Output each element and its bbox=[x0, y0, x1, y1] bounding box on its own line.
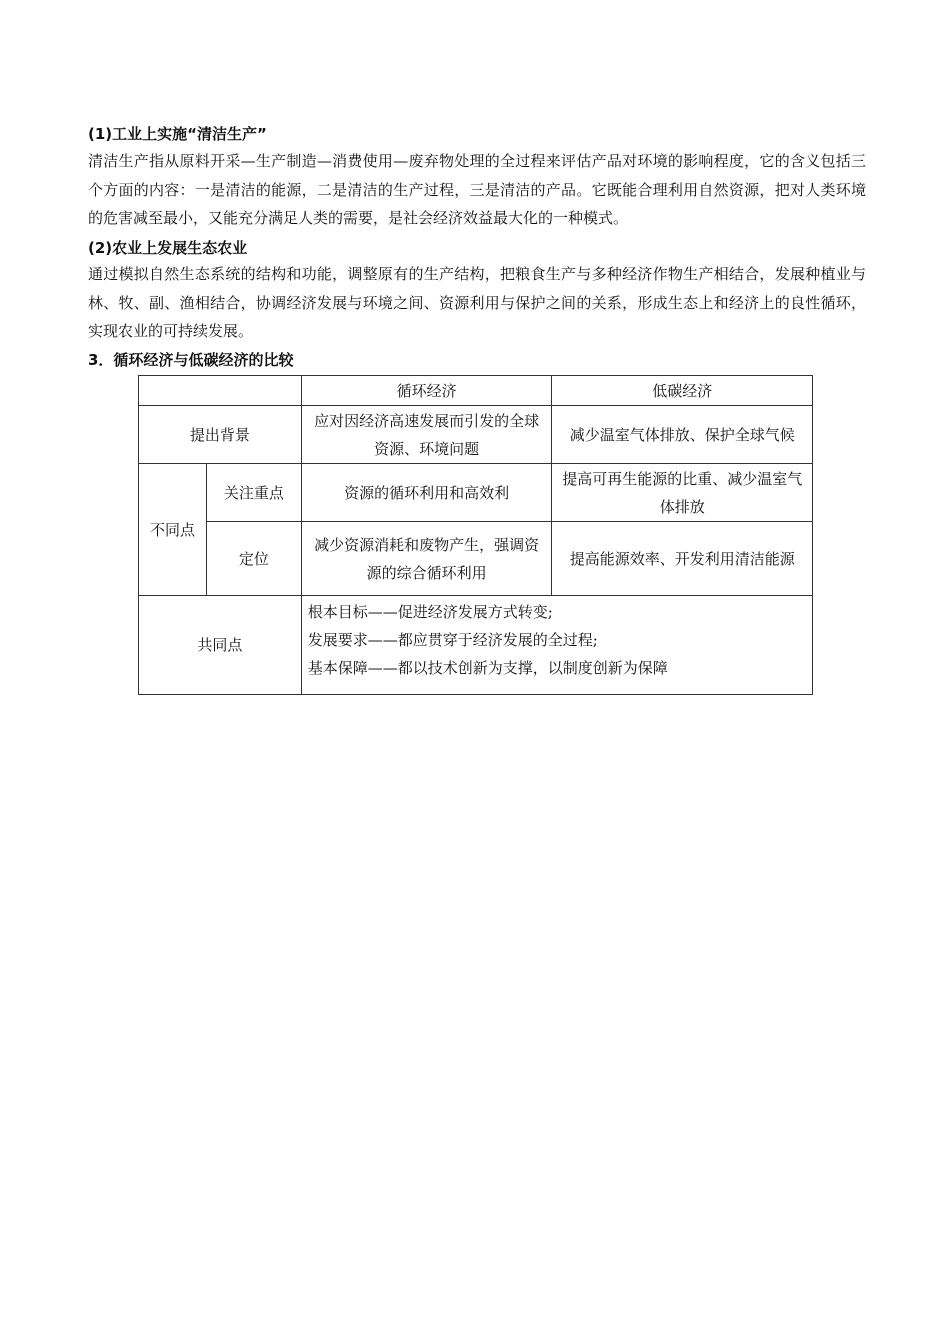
header-circular-economy: 循环经济 bbox=[301, 376, 552, 406]
section-heading-comparison: 3．循环经济与低碳经济的比较 bbox=[88, 351, 294, 369]
row-label-position: 定位 bbox=[206, 522, 301, 596]
table-header-row bbox=[139, 376, 813, 406]
row-label-background: 提出背景 bbox=[139, 406, 302, 464]
paragraph-eco-agriculture: 通过模拟自然生态系统的结构和功能，调整原有的生产结构，把粮食生产与多种经济作物生产相结合，发展种植业与林、牧、副、渔相结合，协调经济发展与环境之间、资源利用与保护之间的关系，形成生态上和经济上的良性循环，实现农业的可持续发展。 bbox=[88, 265, 866, 340]
background-low-carbon: 减少温室气体排放、保护全球气候 bbox=[552, 406, 813, 464]
table-row-focus bbox=[139, 464, 813, 522]
table-row-position bbox=[139, 522, 813, 596]
header-low-carbon-economy: 低碳经济 bbox=[552, 376, 813, 406]
common-points-cell bbox=[301, 596, 812, 695]
common-point-guarantee: 基本保障——都以技术创新为支撑，以制度创新为保障 bbox=[307, 659, 668, 677]
header-blank-cell bbox=[139, 376, 302, 406]
focus-circular: 资源的循环利用和高效利 bbox=[301, 464, 552, 522]
table-row-common bbox=[139, 596, 813, 695]
focus-low-carbon: 提高可再生能源的比重、减少温室气体排放 bbox=[552, 464, 813, 522]
row-label-difference: 不同点 bbox=[139, 464, 207, 596]
paragraph-clean-production: 清洁生产指从原料开采—生产制造—消费使用—废弃物处理的全过程来评估产品对环境的影响程度，它的含义包括三个方面的内容：一是清洁的能源，二是清洁的生产过程，三是清洁的产品。它既能合理利用自然资源，把对人类环境的危害减至最小，又能充分满足人类的需要，是社会经济效益最大化的一种模式。 bbox=[88, 152, 866, 227]
common-point-goal: 根本目标——促进经济发展方式转变; bbox=[307, 603, 553, 621]
section-heading-eco-agriculture: (2)农业上发展生态农业 bbox=[88, 239, 248, 257]
common-point-requirement: 发展要求——都应贯穿于经济发展的全过程; bbox=[307, 631, 598, 649]
background-circular: 应对因经济高速发展而引发的全球资源、环境问题 bbox=[301, 406, 552, 464]
comparison-table bbox=[138, 375, 813, 695]
section-heading-clean-production: (1)工业上实施“清洁生产” bbox=[88, 125, 267, 143]
position-circular: 减少资源消耗和废物产生，强调资源的综合循环利用 bbox=[301, 522, 552, 596]
position-low-carbon: 提高能源效率、开发利用清洁能源 bbox=[552, 522, 813, 596]
row-label-focus: 关注重点 bbox=[206, 464, 301, 522]
row-label-common: 共同点 bbox=[139, 596, 302, 695]
table-row-background bbox=[139, 406, 813, 464]
